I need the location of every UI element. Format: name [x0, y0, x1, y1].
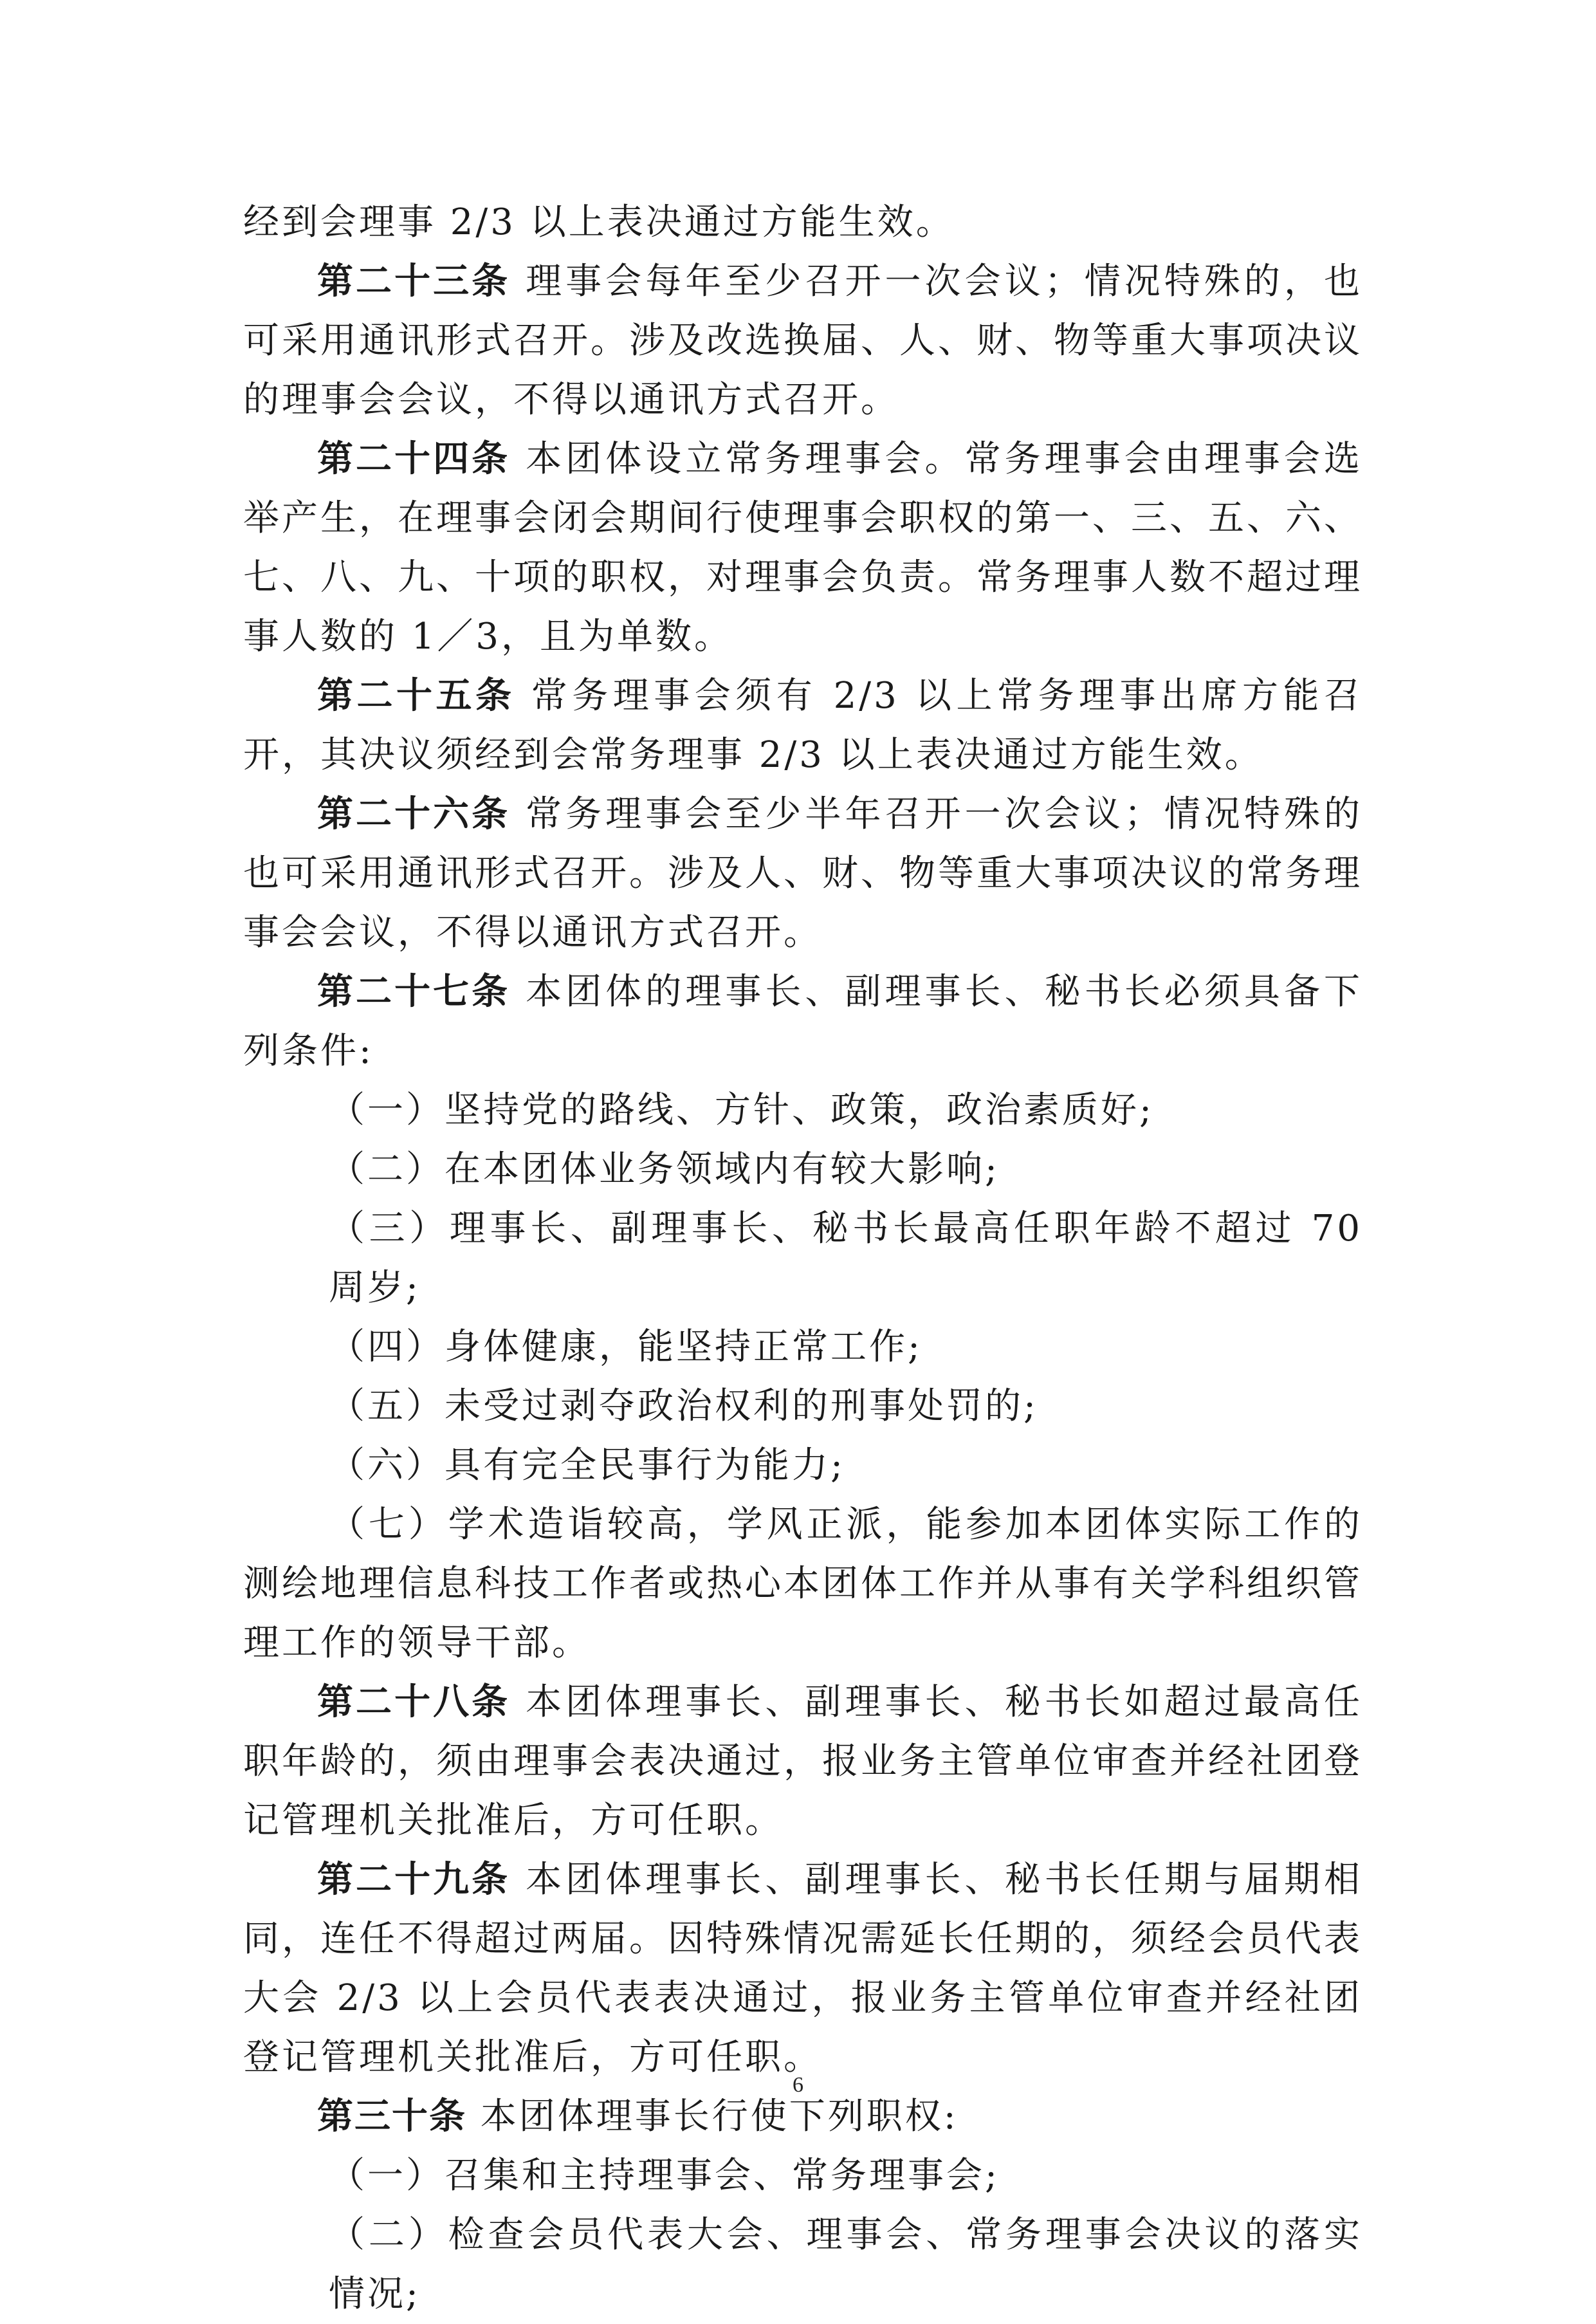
article-27-item-3: （三）理事长、副理事长、秘书长最高任职年龄不超过 70 周岁;: [329, 1208, 1362, 1309]
paragraph-continuation: 经到会理事 2/3 以上表决通过方能生效。: [243, 201, 955, 243]
article-25-title: 第二十五条: [317, 675, 515, 717]
article-27-item-2: （二）在本团体业务领域内有较大影响;: [329, 1148, 1000, 1190]
article-26-title: 第二十六条: [317, 793, 511, 835]
article-25: [243, 667, 1362, 785]
article-29: [243, 1850, 1362, 2087]
article-23: [243, 252, 1362, 430]
article-29-title: 第二十九条: [317, 1859, 511, 1901]
article-24-text: 本团体设立常务理事会。常务理事会由理事会选举产生，在理事会闭会期间行使理事会职权的第一、三、五、六、七、八、九、十项的职权，对理事会负责。常务理事人数不超过理事人数的 1／3，且为单数。: [243, 438, 1362, 658]
article-28-title: 第二十八条: [317, 1681, 511, 1723]
article-24: [243, 430, 1362, 667]
article-27-item-1: （一）坚持党的路线、方针、政策，政治素质好;: [329, 1089, 1154, 1131]
article-28-text: 本团体理事长、副理事长、秘书长如超过最高任职年龄的，须由理事会表决通过，报业务主管单位审查并经社团登记管理机关批准后，方可任职。: [243, 1681, 1362, 1841]
article-30-text: 本团体理事长行使下列职权:: [466, 2096, 959, 2137]
article-23-title: 第二十三条: [317, 261, 511, 302]
article-24-title: 第二十四条: [317, 438, 511, 480]
article-30-item-1: （一）召集和主持理事会、常务理事会;: [329, 2155, 1000, 2197]
article-27-item-6: （六）具有完全民事行为能力;: [329, 1444, 845, 1486]
article-27-item-5: （五）未受过剥夺政治权利的刑事处罚的;: [329, 1385, 1038, 1427]
article-30-item-2: （二）检查会员代表大会、理事会、常务理事会决议的落实情况;: [329, 2214, 1362, 2315]
article-26-text: 常务理事会至少半年召开一次会议；情况特殊的也可采用通讯形式召开。涉及人、财、物等重大事项决议的常务理事会会议，不得以通讯方式召开。: [243, 793, 1362, 954]
article-27-item-4: （四）身体健康，能坚持正常工作;: [329, 1326, 922, 1368]
article-30-title: 第三十条: [317, 2096, 466, 2137]
article-27-item-7: （七）学术造诣较高，学风正派，能参加本团体实际工作的测绘地理信息科技工作者或热心本团体工作并从事有关学科组织管理工作的领导干部。: [243, 1504, 1362, 1664]
article-25-text: 常务理事会须有 2/3 以上常务理事出席方能召开，其决议须经到会常务理事 2/3 以上表决通过方能生效。: [243, 675, 1363, 776]
article-23-text: 理事会每年至少召开一次会议；情况特殊的，也可采用通讯形式召开。涉及改选换届、人、财、物等重大事项决议的理事会会议，不得以通讯方式召开。: [243, 261, 1362, 421]
document-body: [243, 193, 1362, 2324]
article-27-text: 本团体的理事长、副理事长、秘书长必须具备下列条件:: [243, 971, 1362, 1072]
page-number: 6: [793, 2073, 803, 2097]
article-28: [243, 1673, 1362, 1850]
article-27: [243, 963, 1362, 1081]
article-29-text: 本团体理事长、副理事长、秘书长任期与届期相同，连任不得超过两届。因特殊情况需延长任期的，须经会员代表大会 2/3 以上会员代表表决通过，报业务主管单位审查并经社团登记管理机关批准后，方可任职。: [243, 1859, 1362, 2078]
article-26: [243, 785, 1362, 963]
article-27-title: 第二十七条: [317, 971, 511, 1013]
